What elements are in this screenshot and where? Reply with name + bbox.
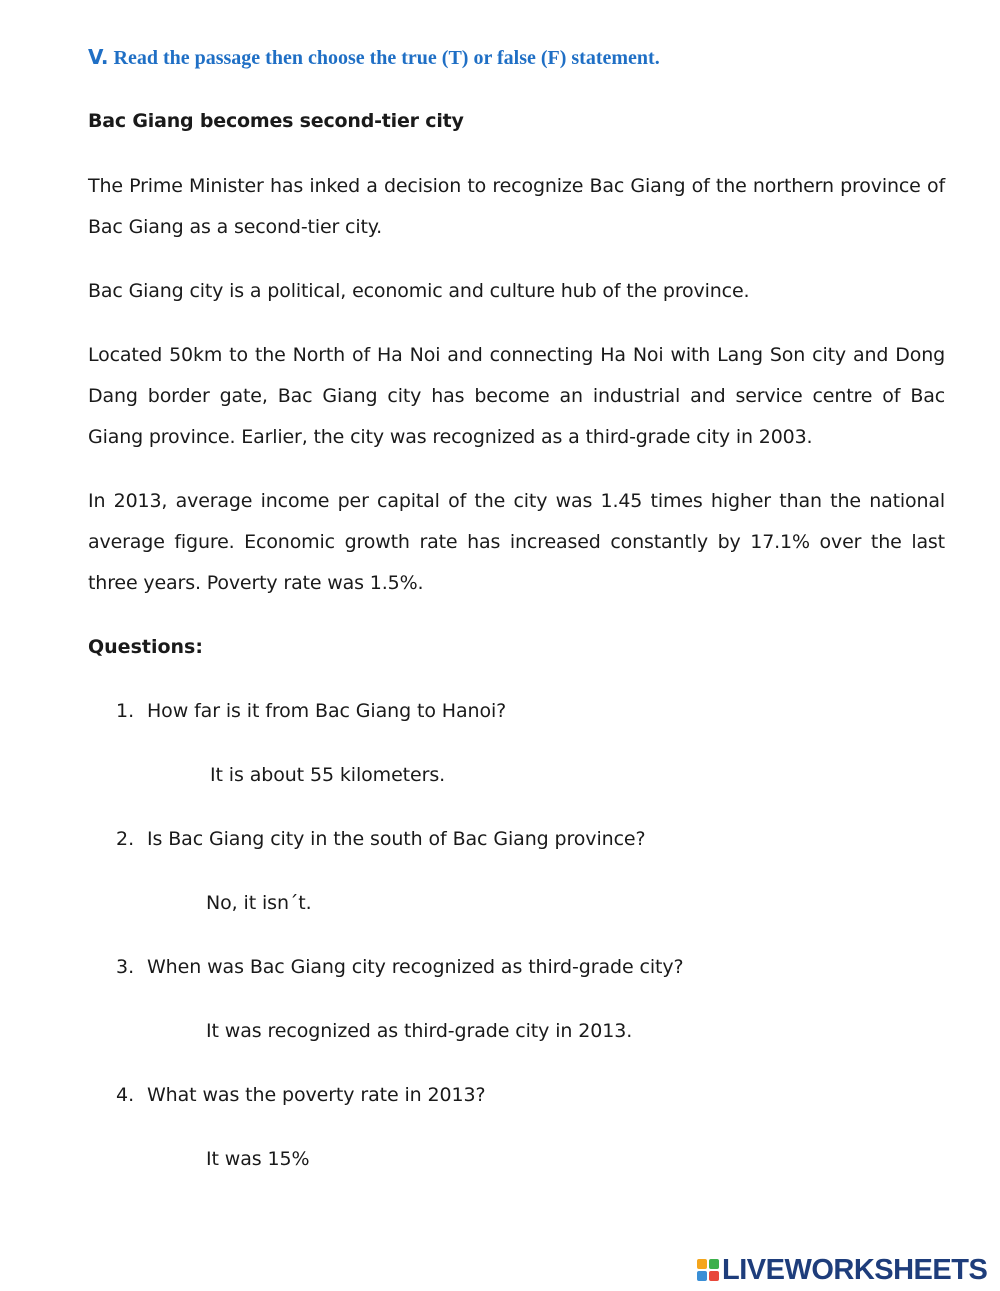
answer-text: No, it isn´t.: [206, 892, 312, 914]
article-paragraph-2: Bac Giang city is a political, economic and culture hub of the province.: [88, 280, 750, 302]
question-text: When was Bac Giang city recognized as third-grade city?: [147, 956, 684, 978]
article-paragraph-4: In 2013, average income per capital of the city was 1.45 times higher than the national average figure. Economic growth rate has increased constantly by 17.1% over the last three years. Poverty rate was 1.5%.: [88, 490, 945, 594]
logo-text: LIVEWORKSHEETS: [722, 1253, 988, 1286]
logo-blocks-icon: [697, 1259, 719, 1281]
question-number: 2.: [116, 828, 135, 850]
question-number: 4.: [116, 1084, 135, 1106]
question-text: Is Bac Giang city in the south of Bac Giang province?: [147, 828, 646, 850]
article-paragraph-3: Located 50km to the North of Ha Noi and connecting Ha Noi with Lang Son city and Dong Dang border gate, Bac Giang city has become an industrial and service centre of Bac Giang province. Earlier, the city was recognized as a third-grade city in 2003.: [88, 344, 945, 448]
question-number: 3.: [116, 956, 135, 978]
answer-text: It is about 55 kilometers.: [210, 764, 446, 786]
article-title: Bac Giang becomes second-tier city: [88, 110, 464, 132]
questions-heading: Questions:: [88, 636, 203, 658]
answer-text: It was recognized as third-grade city in 2013.: [206, 1020, 633, 1042]
question-text: What was the poverty rate in 2013?: [147, 1084, 486, 1106]
liveworksheets-logo: [697, 1254, 987, 1286]
question-text: How far is it from Bac Giang to Hanoi?: [147, 700, 507, 722]
question-number: 1.: [116, 700, 135, 722]
answer-text: It was 15%: [206, 1148, 310, 1170]
instruction-number: V.: [88, 45, 109, 69]
article-paragraph-1: The Prime Minister has inked a decision to recognize Bac Giang of the northern province of Bac Giang as a second-tier city.: [88, 175, 945, 238]
instruction-heading: [88, 45, 660, 70]
instruction-text: Read the passage then choose the true (T) or false (F) statement.: [113, 47, 660, 69]
